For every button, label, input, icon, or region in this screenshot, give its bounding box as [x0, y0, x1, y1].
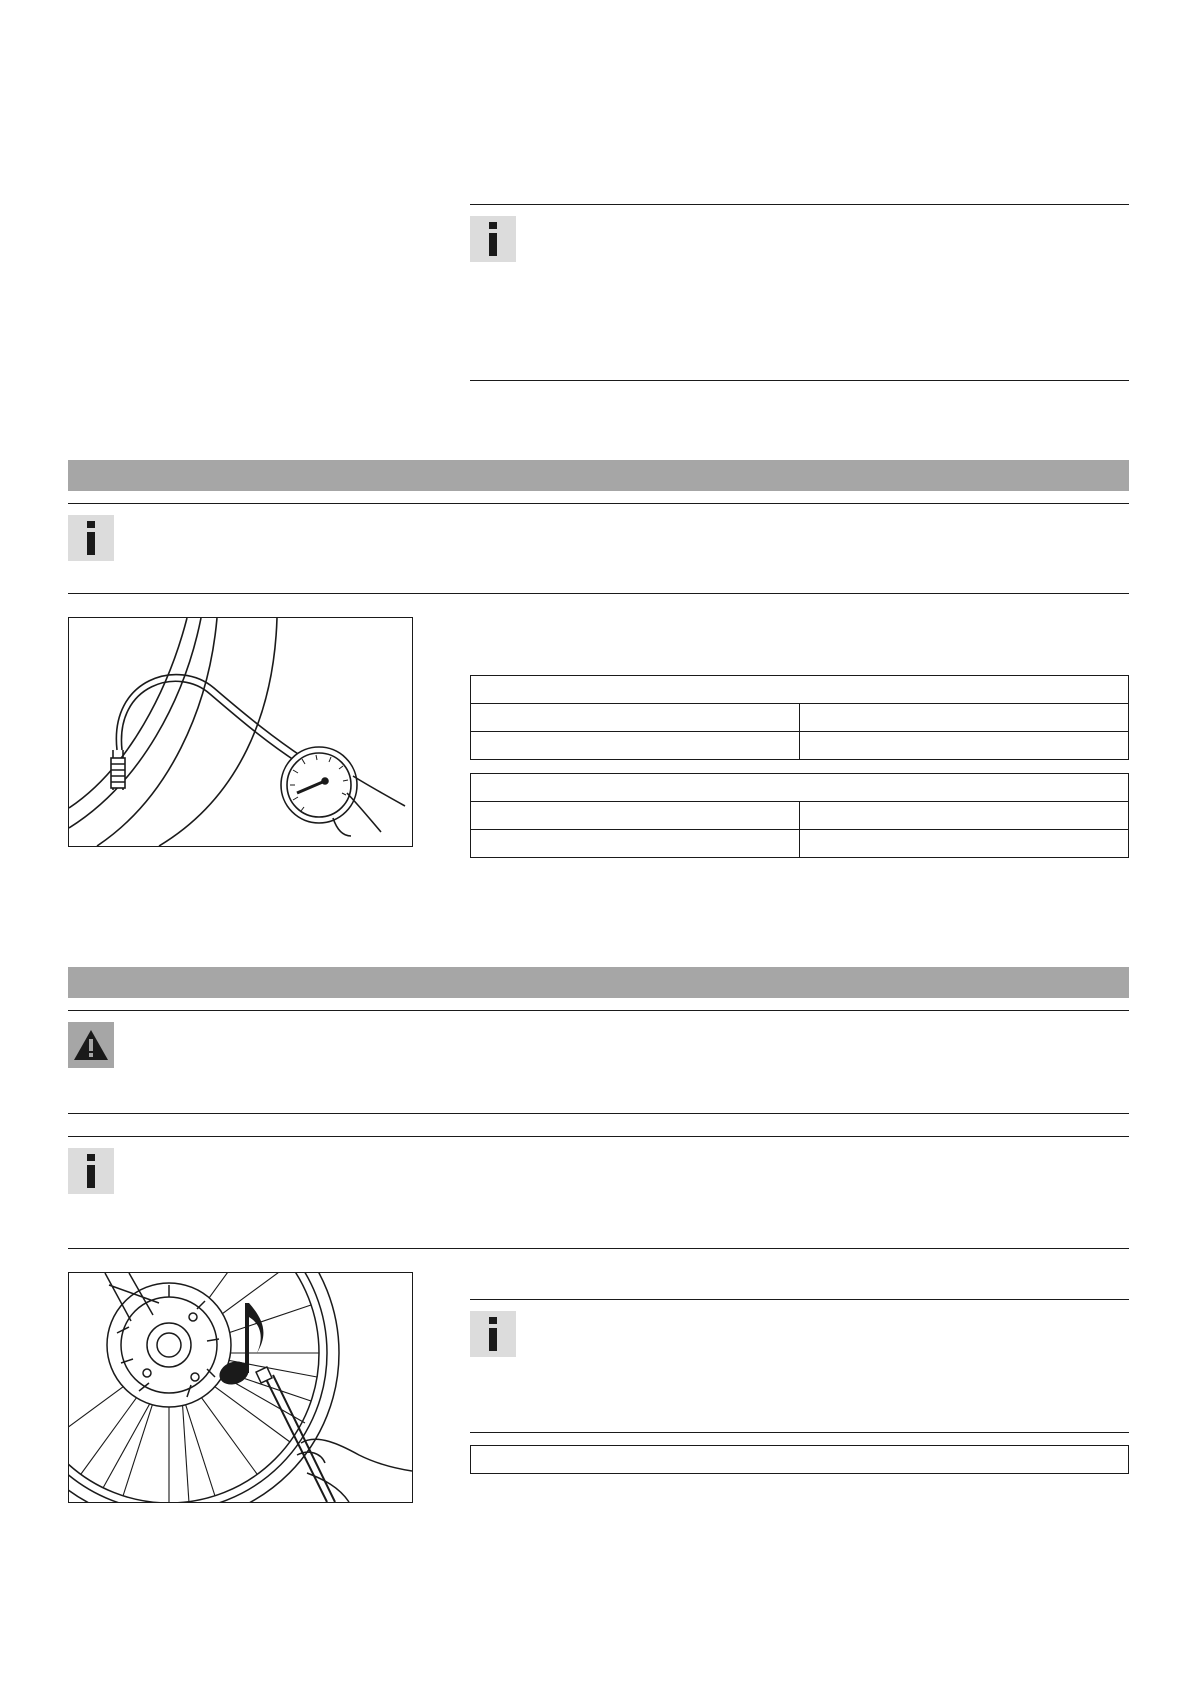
- tire-pressure-table-front: [470, 675, 1129, 760]
- info-icon: [486, 222, 500, 256]
- tire-info-box: [68, 515, 114, 561]
- top-note-rule-top: [470, 204, 1129, 205]
- side-info-rule-bottom: [470, 1432, 1129, 1433]
- spoke-tension-illustration: [69, 1273, 412, 1502]
- table-row: [471, 802, 1129, 830]
- table-cell: [479, 739, 791, 753]
- table-header-row: [471, 774, 1129, 802]
- table-cell: [479, 711, 791, 725]
- table-header-cell: [479, 683, 1120, 697]
- table-row: [471, 830, 1129, 858]
- top-note-info-box: [470, 216, 516, 262]
- table-cell: [479, 837, 791, 851]
- table-header-cell: [479, 781, 1120, 795]
- table-cell: [479, 809, 791, 823]
- pressure-gauge-illustration: [69, 618, 412, 846]
- spoke-info-box: [68, 1148, 114, 1194]
- warning-rule-top: [68, 1010, 1129, 1011]
- tire-pressure-table-rear: [470, 773, 1129, 858]
- table-cell: [808, 739, 1120, 753]
- table-cell: [808, 711, 1120, 725]
- table-header-row: [471, 676, 1129, 704]
- info-icon: [84, 521, 98, 555]
- tire-info-rule-top: [68, 503, 1129, 504]
- warning-box: [68, 1022, 114, 1068]
- info-icon: [84, 1154, 98, 1188]
- spoke-tension-figure: [68, 1272, 413, 1503]
- table-row: [471, 732, 1129, 760]
- table-cell: [479, 1453, 1120, 1467]
- top-note-rule-bottom: [470, 380, 1129, 381]
- spoke-spec-table: [470, 1445, 1129, 1474]
- warning-icon: [72, 1028, 110, 1062]
- info-icon: [486, 1317, 500, 1351]
- pressure-gauge-figure: [68, 617, 413, 847]
- table-row: [471, 1446, 1129, 1474]
- side-info-rule-top: [470, 1299, 1129, 1300]
- table-cell: [808, 837, 1120, 851]
- table-row: [471, 704, 1129, 732]
- section-bar-spoke-tension: [68, 967, 1129, 998]
- spoke-info-rule-bottom: [68, 1248, 1129, 1249]
- table-cell: [808, 809, 1120, 823]
- spoke-info-rule-top: [68, 1136, 1129, 1137]
- tire-info-rule-bottom: [68, 593, 1129, 594]
- section-bar-tire-pressure: [68, 460, 1129, 491]
- side-info-box: [470, 1311, 516, 1357]
- warning-rule-bottom: [68, 1113, 1129, 1114]
